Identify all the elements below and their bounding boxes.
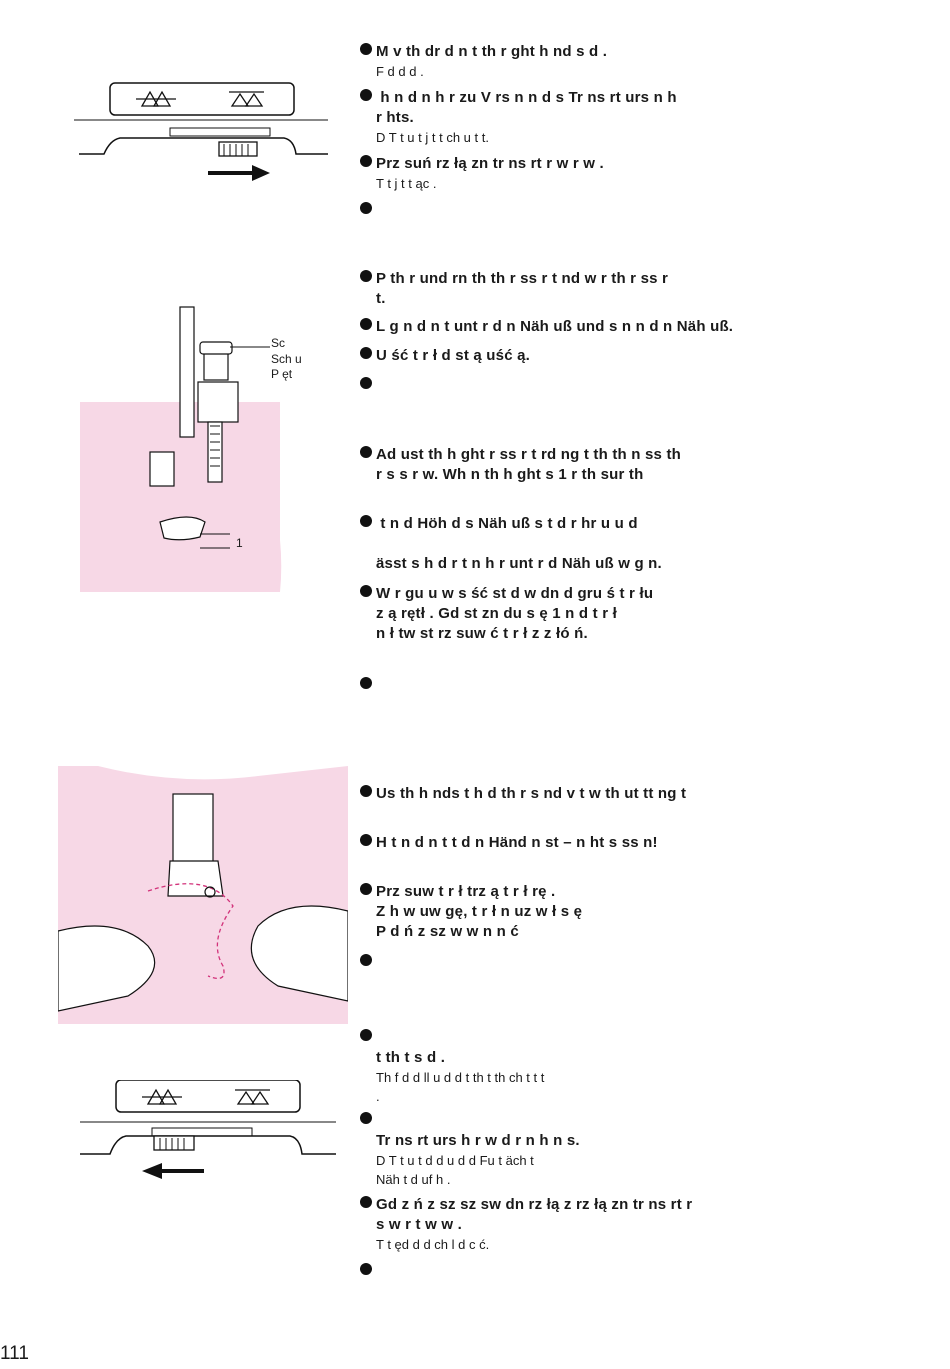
- bullet-icon: [360, 89, 372, 101]
- bullet-icon: [360, 43, 372, 55]
- bullet-icon: [360, 515, 372, 527]
- instruction-6: L g n d n t unt r d n Näh uß und s n n d n Näh uß.: [360, 317, 920, 337]
- bullet-icon: [360, 270, 372, 282]
- feed-dog-lever-left-figure: [80, 1080, 342, 1180]
- instruction-13: Us th h nds t h d th r s nd v t w th ut tt ng t: [360, 784, 920, 804]
- hands-guiding-fabric-figure: [58, 766, 348, 1024]
- bullet-icon: [360, 677, 372, 689]
- bullet-icon: [360, 446, 372, 458]
- instruction-10: t n d Höh d s Näh uß s t d r hr u u d ässt s h d r t n h r unt r d Näh uß w g n.: [360, 514, 920, 574]
- bullet-icon: [360, 1196, 372, 1208]
- bullet-icon: [360, 202, 372, 214]
- bullet-icon: [360, 1112, 372, 1124]
- bullet-icon: [360, 785, 372, 797]
- instruction-15: Prz suw t r ł trz ą t r ł rę . Z h w uw gę, t r ł n uz w ł s ę P d ń z sz w w n n ć: [360, 882, 920, 942]
- instruction-3: Prz suń rz łą zn tr ns rt r w r w . T t j t t ąc .: [360, 154, 920, 193]
- instruction-18: Tr ns rt urs h r w d r n h n s. D T t u t d d u d d Fu t äch t Näh t d uf h .: [360, 1111, 920, 1189]
- bullet-icon: [360, 1263, 372, 1275]
- figure-label-3: P ęt: [271, 367, 293, 381]
- presser-foot-height-figure: [80, 302, 342, 592]
- instruction-7: U ść t r ł d st ą uść ą.: [360, 346, 920, 366]
- instruction-5: P th r und rn th th r ss r t nd w r th r ss r t.: [360, 269, 920, 309]
- bullet-icon: [360, 954, 372, 966]
- instruction-1: M v th dr d n t th r ght h nd s d . F d d d .: [360, 42, 920, 81]
- instruction-14: H t n d n t t d n Händ n st – n ht s ss n!: [360, 833, 920, 853]
- bullet-icon: [360, 834, 372, 846]
- feed-dog-lever-right-figure: [74, 80, 334, 190]
- bullet-icon: [360, 347, 372, 359]
- instruction-17: t th t s d . Th f d d ll u d d t th t th ch t t t .: [360, 1028, 920, 1106]
- bullet-icon: [360, 585, 372, 597]
- page-number: 111: [0, 1343, 29, 1364]
- figure-label-2: Sch u: [271, 352, 302, 366]
- bullet-icon: [360, 318, 372, 330]
- dimension-label: 1: [236, 536, 243, 550]
- instruction-2: h n d n h r zu V rs n n d s Tr ns rt urs n h r hts. D T t u t j t t ch u t t.: [360, 88, 920, 147]
- bullet-icon: [360, 883, 372, 895]
- instruction-19: Gd z ń z sz sz sw dn rz łą z rz łą zn tr ns rt r s w r t w w . T t ęd d d ch l d c ć.: [360, 1195, 920, 1254]
- instruction-11: W r gu u w s ść st d w dn d gru ś t r łu z ą rętł . Gd st zn du s ę 1 n d t r ł n ł tw st rz suw ć t r ł z z łó ń.: [360, 584, 920, 644]
- figure-label-1: Sc: [271, 336, 286, 350]
- bullet-icon: [360, 155, 372, 167]
- instruction-9: Ad ust th h ght r ss r t rd ng t th th n ss th r s s r w. Wh n th h ght s 1 r th sur th: [360, 445, 920, 485]
- bullet-icon: [360, 1029, 372, 1041]
- bullet-icon: [360, 377, 372, 389]
